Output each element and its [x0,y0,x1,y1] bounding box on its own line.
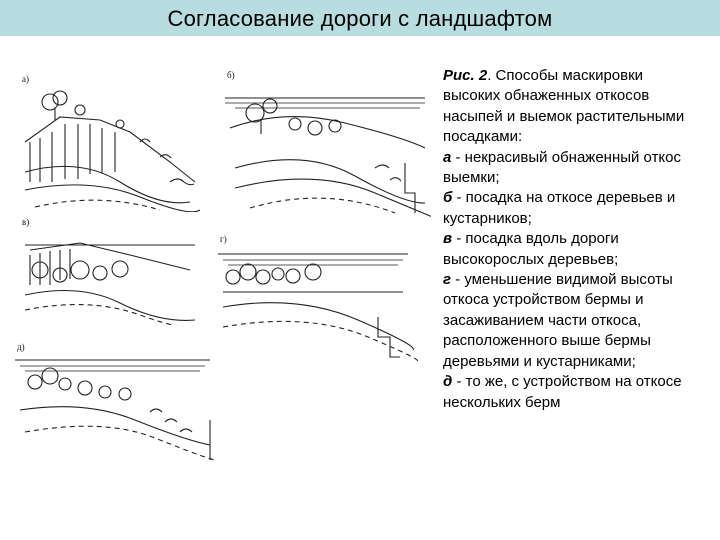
caption-item-letter: г [443,271,452,289]
slide-title: Согласование дороги с ландшафтом [167,6,553,31]
sketch-g [218,232,418,367]
caption-item-text: - посадка на откосе деревьев и кустарников; [443,189,676,227]
sketch-b [225,68,435,218]
caption-item [443,372,703,413]
caption-item-letter: а [443,148,452,166]
caption-item [443,148,703,189]
caption-item-text: - уменьшение видимой высоты откоса устройством бермы и засаживанием части откоса, расположенного выше бермы деревьями и кустарниками; [443,271,673,370]
caption-item-text: - то же, с устройством на откосе нескольких берм [443,373,682,411]
sketch-a [20,72,205,212]
caption-item [443,188,703,229]
caption-item [443,270,703,372]
caption-item-letter: в [443,230,453,248]
caption-item-text: - посадка вдоль дороги высокорослых деревьев; [443,230,619,268]
caption-item-text: - некрасивый обнаженный откос выемки; [443,148,682,187]
caption-item [443,229,703,270]
sketch-v [20,215,205,325]
sketch-label-d: д) [17,342,25,352]
title-bar [0,0,720,36]
caption-item-letter: д [443,373,453,391]
sketch-label-b: б) [227,70,235,80]
sketch-label-a: а) [22,74,29,84]
caption-intro: . Способы маскировки высоких обнаженных откосов насыпей и выемок растительными посадками: [443,67,685,146]
figure-caption [443,66,703,413]
caption-item-letter: б [443,189,453,207]
sketch-d [15,340,220,465]
sketch-label-v: в) [22,217,30,227]
sketch-label-g: г) [220,234,227,244]
caption-fig-ref: Рис. 2 [443,67,488,84]
